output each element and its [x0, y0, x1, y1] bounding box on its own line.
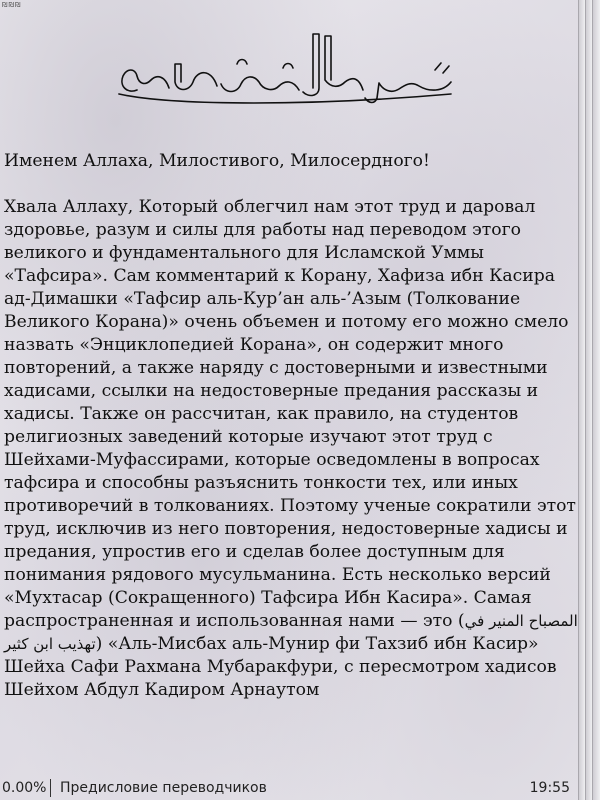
page-edge — [592, 0, 600, 800]
chapter-title[interactable]: Предисловие переводчиков — [60, 780, 267, 796]
reader-status-bar — [0, 776, 578, 800]
reading-progress: 0.00% — [2, 779, 51, 797]
translator-preface-paragraph — [4, 196, 578, 702]
top-ornament-mark: ₪₪₪ — [2, 1, 22, 9]
preface-text-continued: ) «Аль-Мисбах аль-Мунир фи Тахзиб ибн Касир» Шейха Сафи Рахмана Мубаракфури, с пересмотром хадисов Шейхом Абдул Кадиром Арнаутом — [4, 634, 557, 700]
opening-greeting: Именем Аллаха, Милостивого, Милосердного! — [4, 151, 430, 171]
bismillah-calligraphy-icon — [113, 28, 458, 110]
arabic-book-title: المصباح المنير في تهذيب ابن كثير — [4, 612, 578, 653]
clock: 19:55 — [529, 780, 570, 796]
reading-text-area[interactable] — [4, 150, 578, 702]
preface-text: Хвала Аллаху, Который облегчил нам этот труд и даровал здоровье, разум и силы для работы над переводом этого великого и фундаментального для Исламской Уммы «Тафсира». Сам комментарий к Корану, Хафиза ибн Касира ад-Димашки «Тафсир аль-Кур’ан аль-’Азым (Толкование Великого Корана)» очень объемен и потому его можно смело назвать «Энциклопедией Корана», он содержит много повторений, а также наряду с достоверными и известными хадисами, ссылки на недостоверные предания рассказы и хадисы. Также он рассчитан, как правило, на студентов религиозных заведений которые изучают этот труд с Шейхами-Муфассирами, которые осведомлены в вопросах тафсира и способны разъяснить тонкости тех, или иных противоречий в толкованиях. Поэтому ученые сократили этот труд, исключив из него повторения, недостоверные хадисы и предания, упростив его и сделав более доступным для понимания рядового мусульманина. Есть несколько версий «Мухтасар (Сокращенного) Тафсира Ибн Касира». Самая распространенная и использованная нами — это ( — [4, 197, 576, 631]
